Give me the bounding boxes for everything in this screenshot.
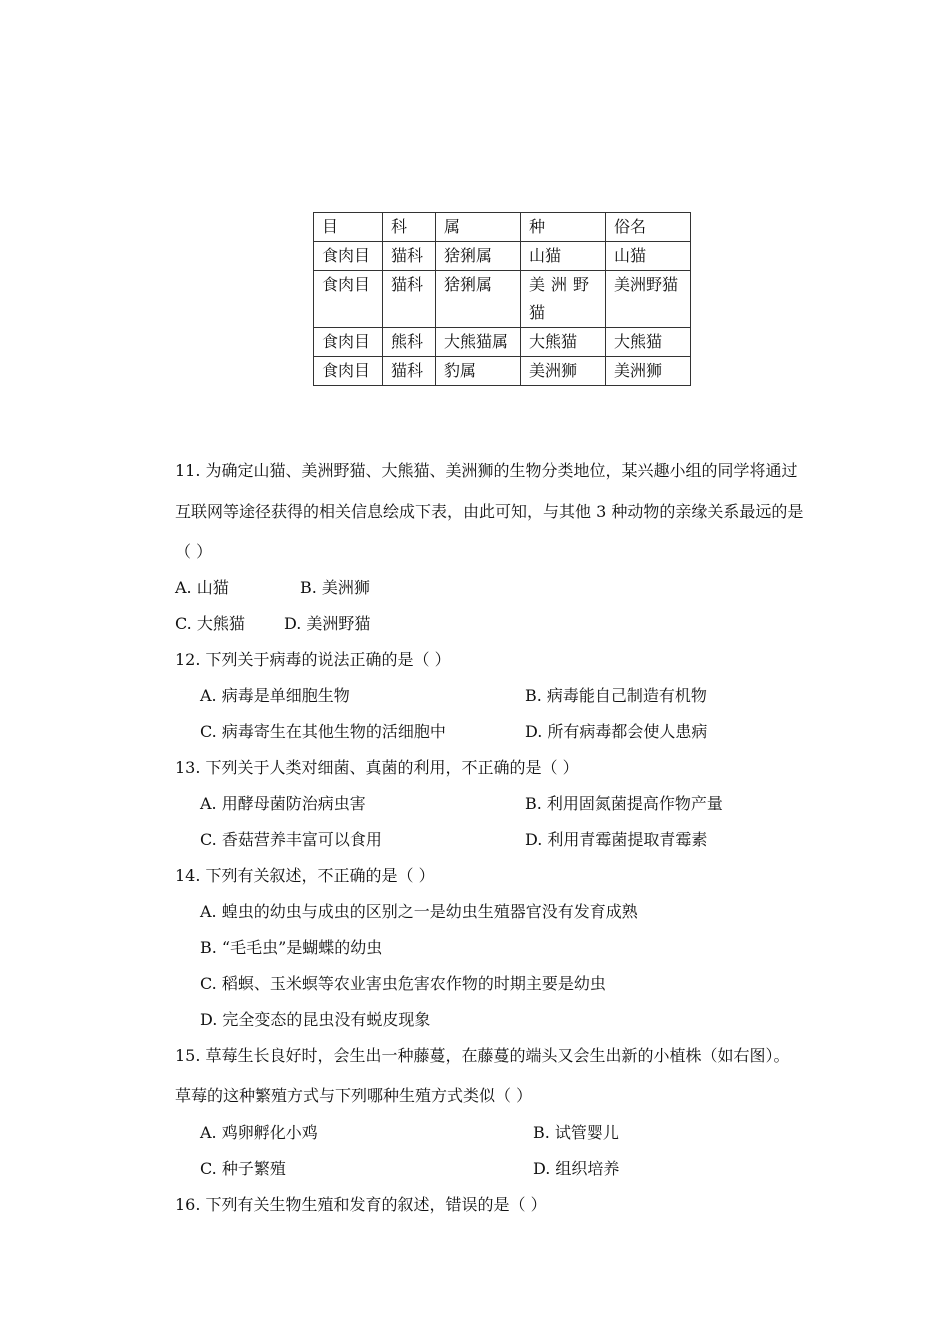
table-cell: 猞猁属 [436, 271, 521, 328]
table-row [314, 242, 691, 271]
table-header-cell: 科 [383, 213, 436, 242]
q11-option-d: D. 美洲野猫 [284, 614, 371, 633]
q11-stem-line1: 11. 为确定山猫、美洲野猫、大熊猫、美洲狮的生物分类地位，某兴趣小组的同学将通过 [175, 461, 798, 480]
table-row [314, 271, 691, 328]
table-cell: 食肉目 [314, 357, 383, 386]
q11-stem-line2: 互联网等途径获得的相关信息绘成下表，由此可知，与其他 3 种动物的亲缘关系最远的是 [175, 502, 804, 521]
q13-option-b: B. 利用固氮菌提高作物产量 [525, 794, 723, 813]
table-cell: 食肉目 [314, 271, 383, 328]
table-cell: 美洲野猫 [606, 271, 691, 328]
q15-stem-line2: 草莓的这种繁殖方式与下列哪种生殖方式类似（ ） [175, 1086, 533, 1105]
table-header-cell: 属 [436, 213, 521, 242]
q11-option-b: B. 美洲狮 [300, 578, 370, 597]
q15-option-c: C. 种子繁殖 [200, 1159, 286, 1178]
table-cell: 大熊猫 [606, 328, 691, 357]
q11-answer-blank: （ ） [175, 542, 213, 561]
q14-stem: 14. 下列有关叙述，不正确的是（ ） [175, 866, 435, 885]
q16-stem: 16. 下列有关生物生殖和发育的叙述，错误的是（ ） [175, 1195, 547, 1214]
table-cell: 美洲狮 [606, 357, 691, 386]
table-cell: 熊科 [383, 328, 436, 357]
q12-option-d: D. 所有病毒都会使人患病 [525, 722, 708, 741]
table-cell: 猫科 [383, 271, 436, 328]
table-header-row [314, 213, 691, 242]
table-cell: 豹属 [436, 357, 521, 386]
q15-stem-line1: 15. 草莓生长良好时，会生出一种藤蔓，在藤蔓的端头又会生出新的小植株（如右图）。 [175, 1046, 790, 1065]
q15-option-b: B. 试管婴儿 [533, 1123, 619, 1142]
q15-option-a: A. 鸡卵孵化小鸡 [200, 1123, 318, 1142]
q12-stem: 12. 下列关于病毒的说法正确的是（ ） [175, 650, 451, 669]
table-cell: 食肉目 [314, 328, 383, 357]
table-cell: 大熊猫属 [436, 328, 521, 357]
q11-option-a: A. 山猫 [175, 578, 229, 597]
q14-option-a: A. 蝗虫的幼虫与成虫的区别之一是幼虫生殖器官没有发育成熟 [200, 902, 638, 921]
q14-option-d: D. 完全变态的昆虫没有蜕皮现象 [200, 1010, 431, 1029]
q15-option-d: D. 组织培养 [533, 1159, 620, 1178]
table-cell: 山猫 [521, 242, 606, 271]
table-cell: 美洲狮 [521, 357, 606, 386]
q11-option-c: C. 大熊猫 [175, 614, 245, 633]
table-header-cell: 俗名 [606, 213, 691, 242]
table-row [314, 328, 691, 357]
table-cell: 猞猁属 [436, 242, 521, 271]
table-cell: 食肉目 [314, 242, 383, 271]
classification-table [313, 212, 691, 386]
q14-option-b: B. “毛毛虫”是蝴蝶的幼虫 [200, 938, 383, 957]
q12-option-c: C. 病毒寄生在其他生物的活细胞中 [200, 722, 446, 741]
table-cell: 猫科 [383, 357, 436, 386]
table-cell: 猫科 [383, 242, 436, 271]
table-cell [521, 271, 606, 328]
q14-option-c: C. 稻螟、玉米螟等农业害虫危害农作物的时期主要是幼虫 [200, 974, 606, 993]
table-cell: 大熊猫 [521, 328, 606, 357]
table-row [314, 357, 691, 386]
table-cell: 山猫 [606, 242, 691, 271]
q12-option-a: A. 病毒是单细胞生物 [200, 686, 350, 705]
q12-option-b: B. 病毒能自己制造有机物 [525, 686, 707, 705]
q13-option-c: C. 香菇营养丰富可以食用 [200, 830, 382, 849]
table-header-cell: 种 [521, 213, 606, 242]
table-header-cell: 目 [314, 213, 383, 242]
q13-option-a: A. 用酵母菌防治病虫害 [200, 794, 366, 813]
q13-option-d: D. 利用青霉菌提取青霉素 [525, 830, 708, 849]
table-cell-text: 美洲野猫 [529, 275, 596, 322]
q13-stem: 13. 下列关于人类对细菌、真菌的利用，不正确的是（ ） [175, 758, 579, 777]
